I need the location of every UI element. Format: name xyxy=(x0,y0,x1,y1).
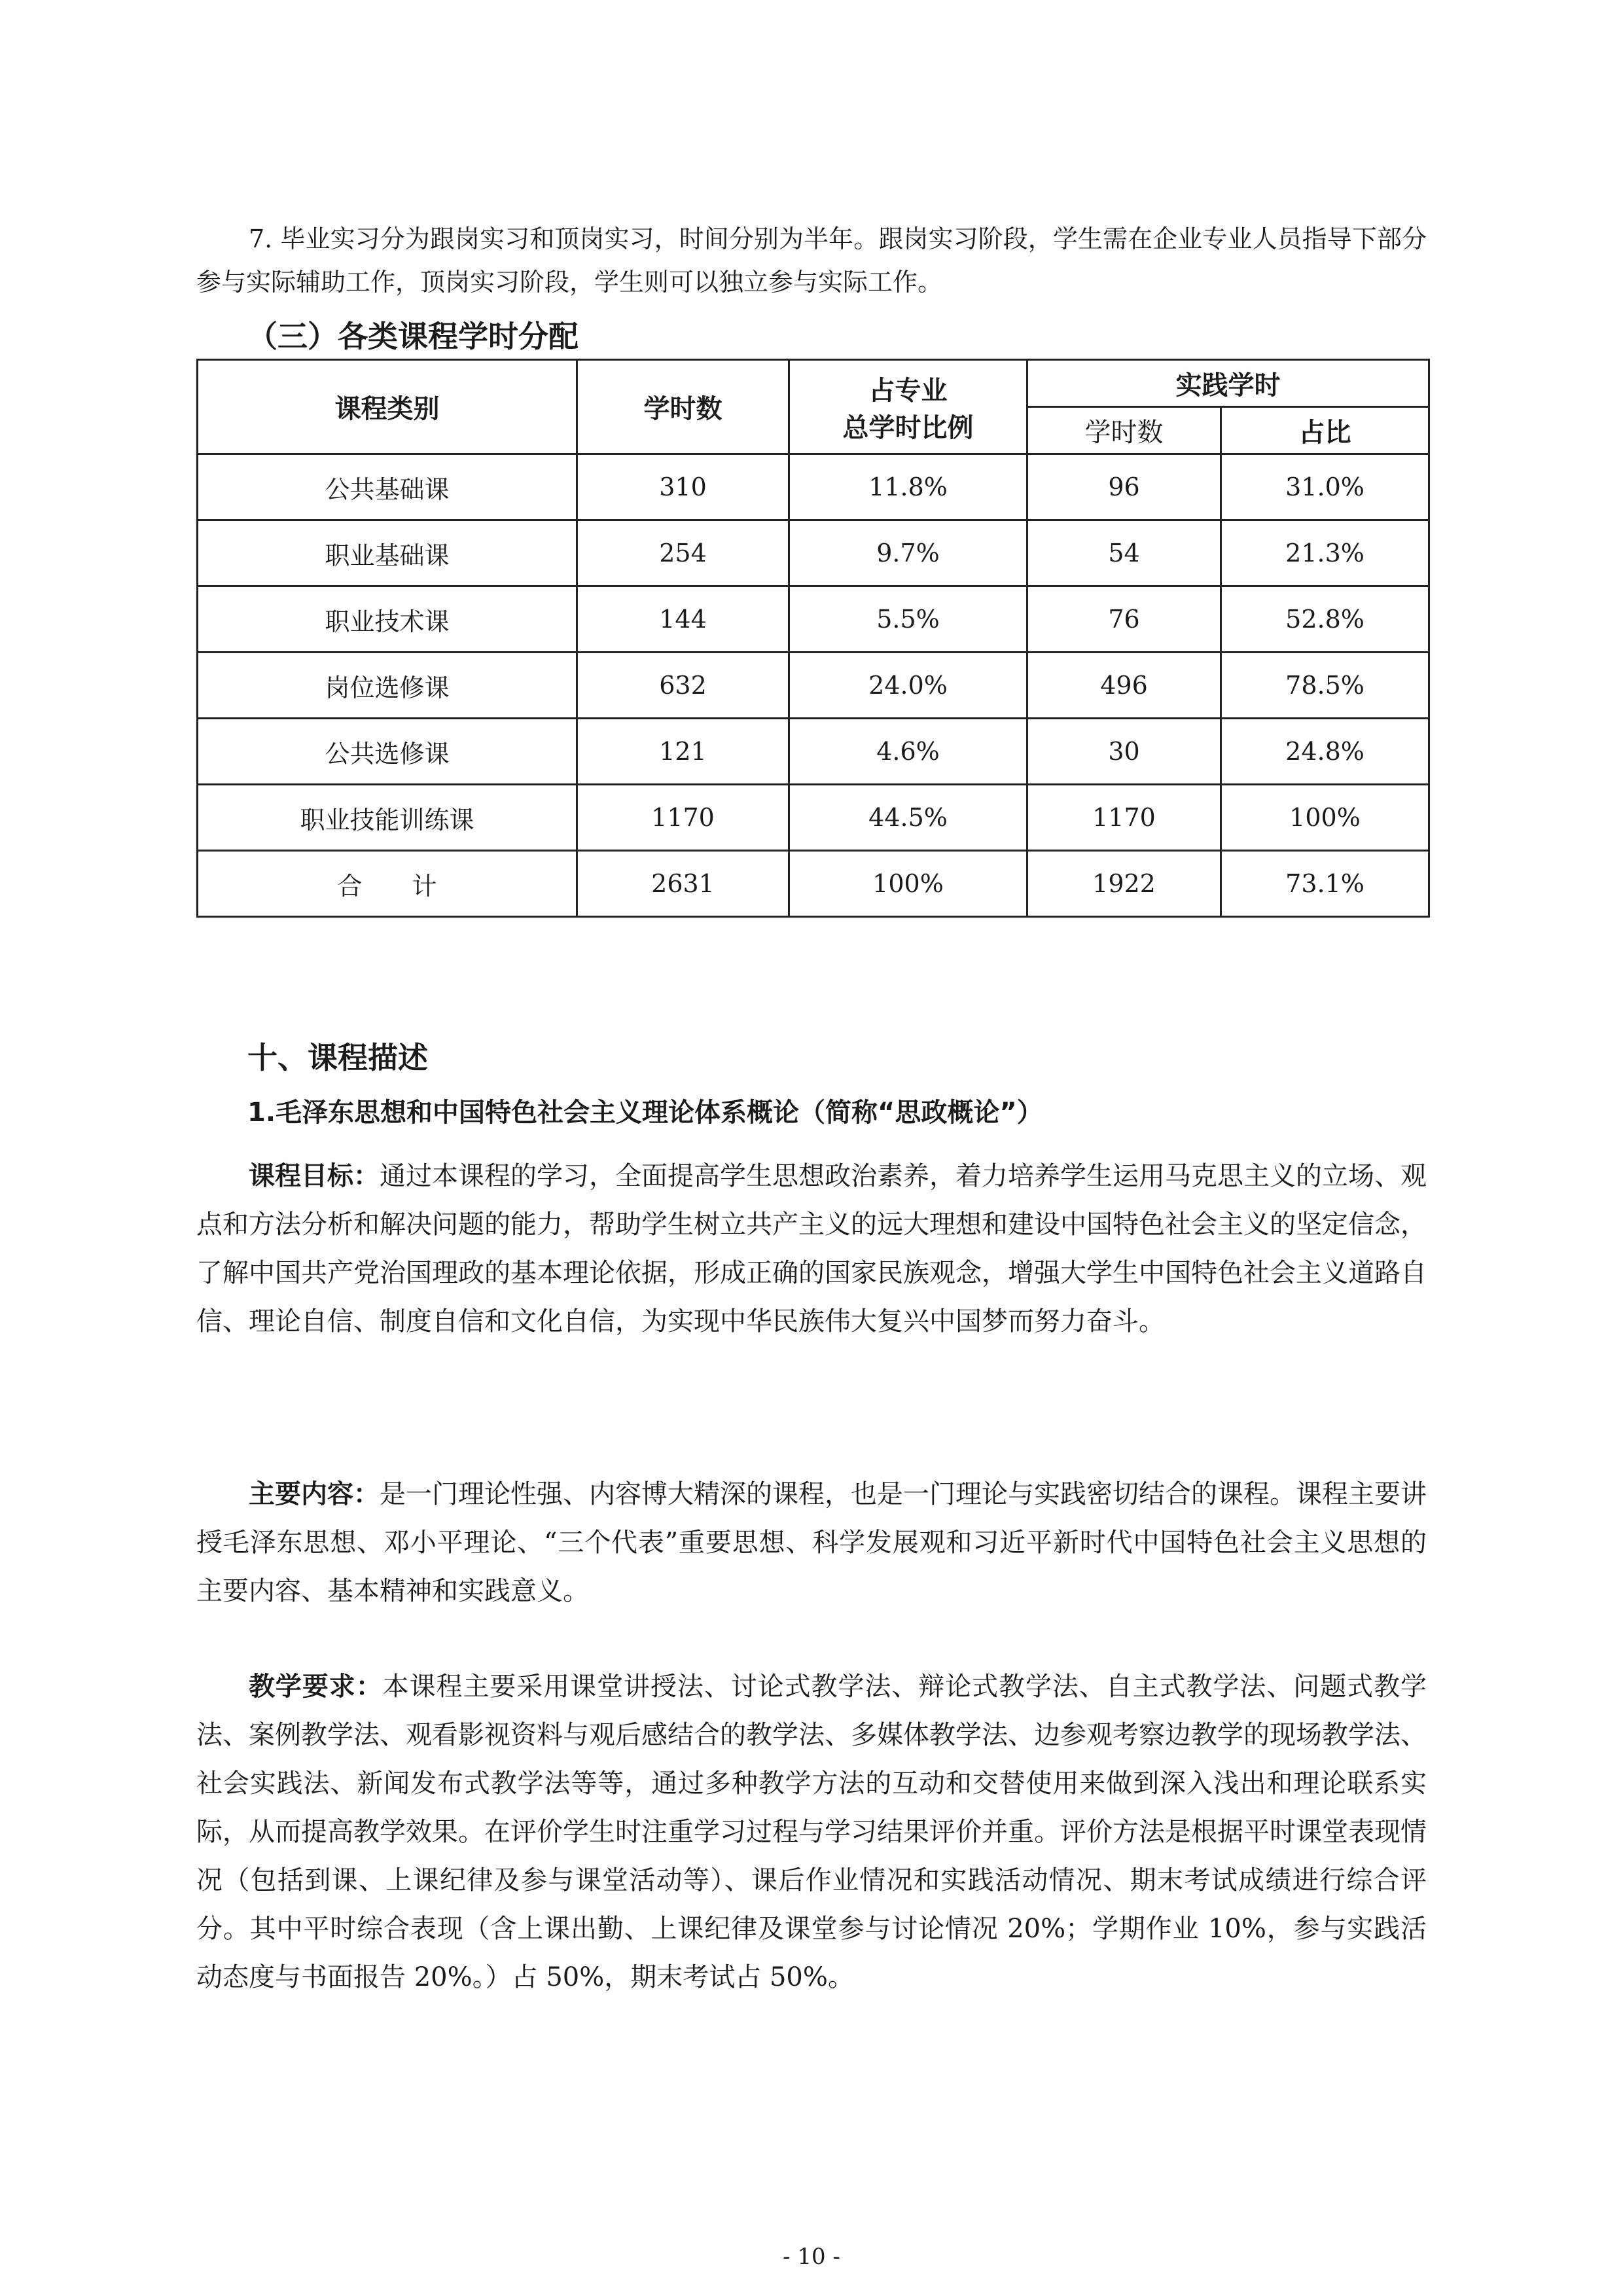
cell-category: 职业技能训练课 xyxy=(198,785,577,851)
table-row xyxy=(198,719,1429,785)
teaching-requirements-label: 教学要求： xyxy=(249,1672,383,1702)
cell-ratio: 4.6% xyxy=(789,719,1027,785)
main-content-label: 主要内容： xyxy=(249,1479,380,1509)
cell-practice-hours: 496 xyxy=(1027,653,1221,719)
cell-hours: 1170 xyxy=(577,785,789,851)
cell-practice-hours: 54 xyxy=(1027,520,1221,586)
cell-practice-ratio: 52.8% xyxy=(1221,586,1429,653)
teaching-requirements-paragraph xyxy=(196,1662,1427,2001)
cell-hours: 121 xyxy=(577,719,789,785)
cell-practice-ratio: 31.0% xyxy=(1221,454,1429,520)
cell-practice-ratio: 78.5% xyxy=(1221,653,1429,719)
cell-category: 岗位选修课 xyxy=(198,653,577,719)
main-content-text: 是一门理论性强、内容博大精深的课程，也是一门理论与实践密切结合的课程。课程主要讲授毛泽东思想、邓小平理论、“三个代表”重要思想、科学发展观和习近平新时代中国特色社会主义思想的主要内容、基本精神和实践意义。 xyxy=(196,1479,1427,1606)
cell-hours: 254 xyxy=(577,520,789,586)
cell-practice-ratio: 73.1% xyxy=(1221,851,1429,917)
header-category: 课程类别 xyxy=(198,360,577,454)
cell-hours: 144 xyxy=(577,586,789,653)
course-goal-text: 通过本课程的学习，全面提高学生思想政治素养，着力培养学生运用马克思主义的立场、观点和方法分析和解决问题的能力，帮助学生树立共产主义的远大理想和建设中国特色社会主义的坚定信念，了解中国共产党治国理政的基本理论依据，形成正确的国家民族观念，增强大学生中国特色社会主义道路自信、理论自信、制度自信和文化自信，为实现中华民族伟大复兴中国梦而努力奋斗。 xyxy=(196,1161,1427,1336)
internship-note: 7. 毕业实习分为跟岗实习和顶岗实习，时间分别为半年。跟岗实习阶段，学生需在企业专业人员指导下部分参与实际辅助工作，顶岗实习阶段，学生则可以独立参与实际工作。 xyxy=(196,224,1427,296)
cell-ratio: 100% xyxy=(789,851,1027,917)
cell-category: 合 计 xyxy=(198,851,577,917)
cell-ratio: 11.8% xyxy=(789,454,1027,520)
cell-ratio: 5.5% xyxy=(789,586,1027,653)
cell-ratio: 44.5% xyxy=(789,785,1027,851)
course-goal-label: 课程目标： xyxy=(249,1161,380,1191)
cell-category: 公共选修课 xyxy=(198,719,577,785)
cell-hours: 310 xyxy=(577,454,789,520)
course-hours-table xyxy=(196,359,1430,918)
header-practice-hours: 学时数 xyxy=(1027,407,1221,454)
table-total-row xyxy=(198,851,1429,917)
header-practice-ratio: 占比 xyxy=(1221,407,1429,454)
header-ratio xyxy=(789,360,1027,454)
header-practice: 实践学时 xyxy=(1027,360,1429,407)
course-description-heading: 十、课程描述 xyxy=(247,1040,428,1075)
cell-ratio: 9.7% xyxy=(789,520,1027,586)
cell-category: 职业技术课 xyxy=(198,586,577,653)
course-goal-paragraph xyxy=(196,1152,1427,1346)
cell-practice-hours: 1922 xyxy=(1027,851,1221,917)
page-number: - 10 - xyxy=(783,2244,840,2270)
cell-practice-ratio: 24.8% xyxy=(1221,719,1429,785)
table-row xyxy=(198,520,1429,586)
teaching-requirements-text: 本课程主要采用课堂讲授法、讨论式教学法、辩论式教学法、自主式教学法、问题式教学法、案例教学法、观看影视资料与观后感结合的教学法、多媒体教学法、边参观考察边教学的现场教学法、社会实践法、新闻发布式教学法等等，通过多种教学方法的互动和交替使用来做到深入浅出和理论联系实际，从而提高教学效果。在评价学生时注重学习过程与学习结果评价并重。评价方法是根据平时课堂表现情况（包括到课、上课纪律及参与课堂活动等）、课后作业情况和实践活动情况、期末考试成绩进行综合评分。其中平时综合表现（含上课出勤、上课纪律及课堂参与讨论情况 20%；学期作业 10%，参与实践活动态度与书面报告 20%。）占 50%，期末考试占 50%。 xyxy=(196,1672,1427,1992)
cell-hours: 632 xyxy=(577,653,789,719)
header-ratio-line2: 总学时比例 xyxy=(842,412,974,443)
cell-practice-hours: 96 xyxy=(1027,454,1221,520)
table-row xyxy=(198,454,1429,520)
cell-practice-hours: 1170 xyxy=(1027,785,1221,851)
table-row xyxy=(198,785,1429,851)
main-content-paragraph xyxy=(196,1470,1427,1615)
cell-practice-ratio: 21.3% xyxy=(1221,520,1429,586)
header-ratio-line1: 占专业 xyxy=(868,375,948,406)
cell-practice-hours: 76 xyxy=(1027,586,1221,653)
table-row xyxy=(198,653,1429,719)
cell-practice-hours: 30 xyxy=(1027,719,1221,785)
course1-title: 1.毛泽东思想和中国特色社会主义理论体系概论（简称“思政概论”） xyxy=(247,1098,1043,1128)
hours-section-title: （三）各类课程学时分配 xyxy=(247,319,579,354)
table-row xyxy=(198,586,1429,653)
header-hours: 学时数 xyxy=(577,360,789,454)
cell-practice-ratio: 100% xyxy=(1221,785,1429,851)
cell-hours: 2631 xyxy=(577,851,789,917)
cell-category: 职业基础课 xyxy=(198,520,577,586)
cell-category: 公共基础课 xyxy=(198,454,577,520)
cell-ratio: 24.0% xyxy=(789,653,1027,719)
